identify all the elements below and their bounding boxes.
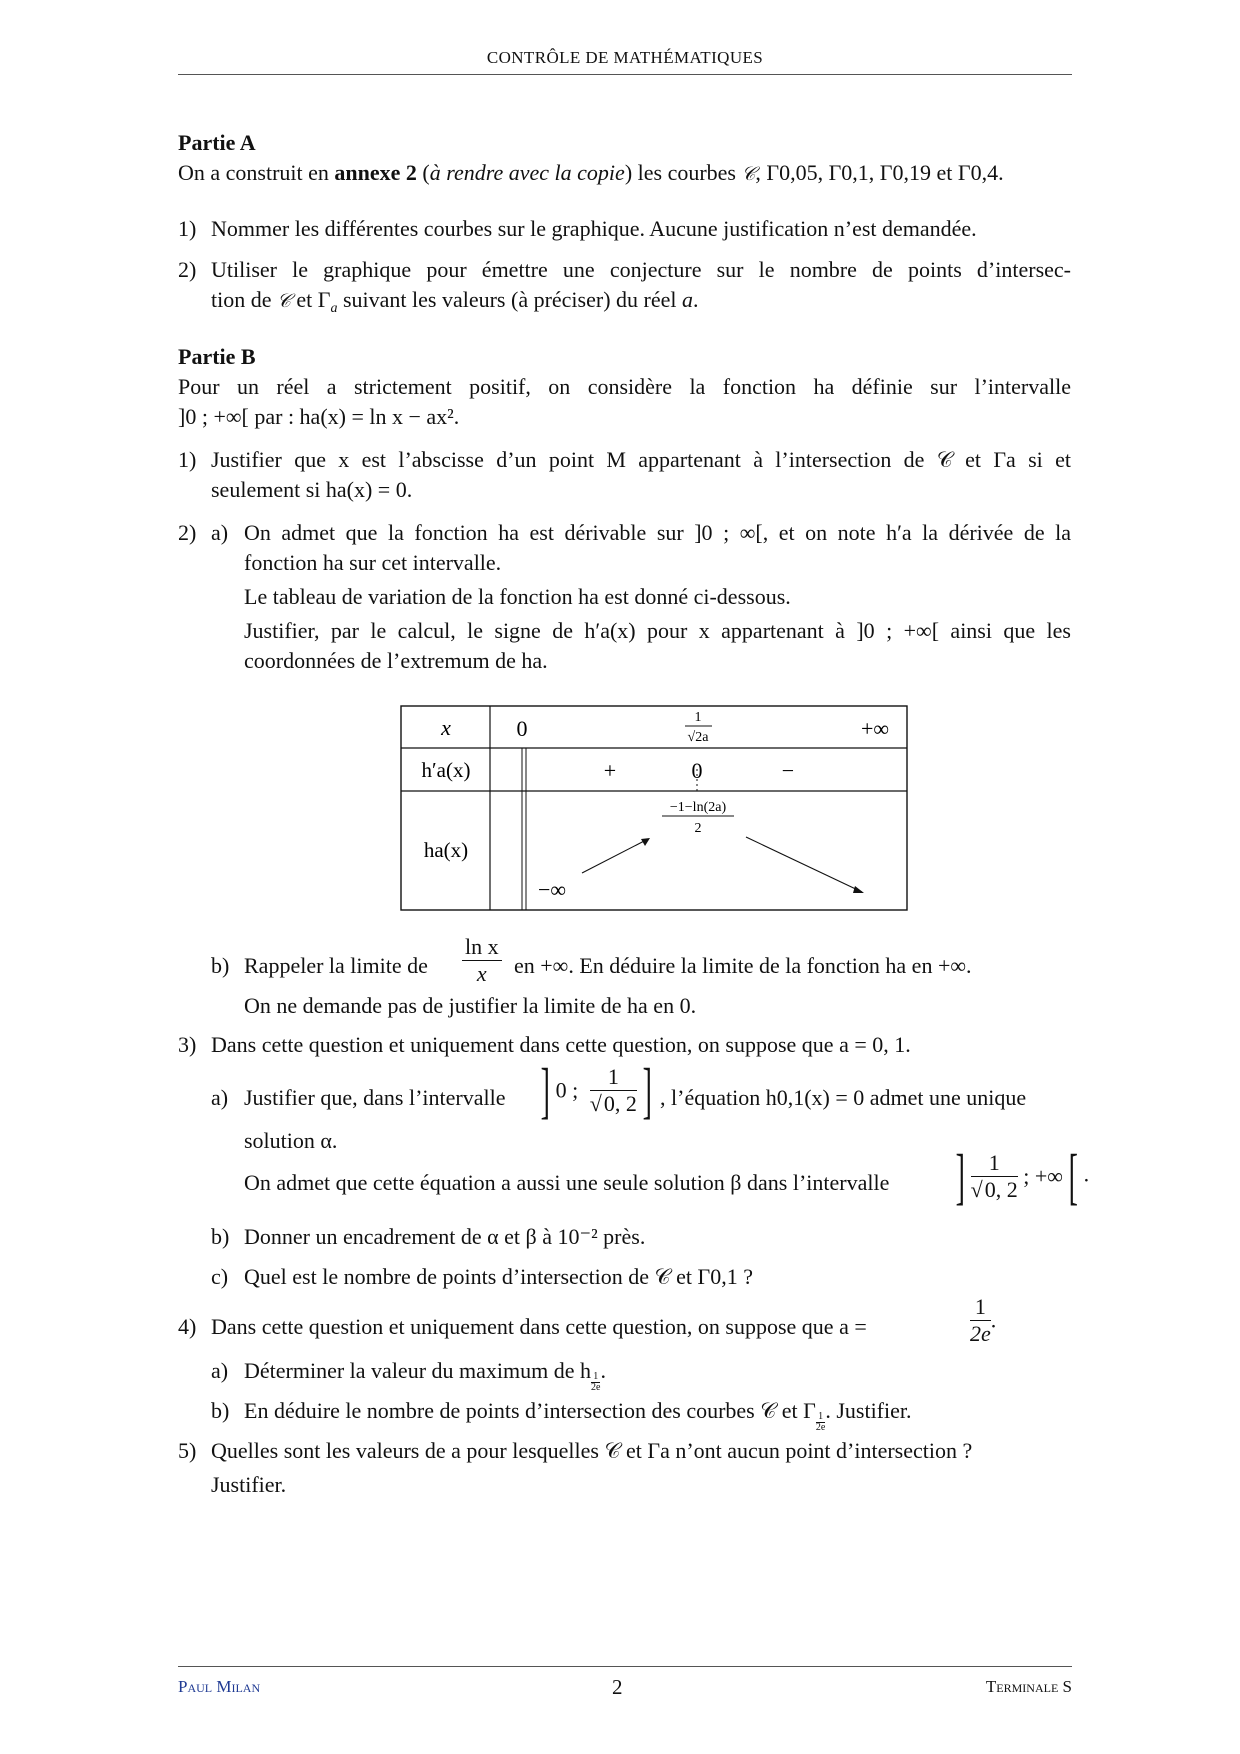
sign-minus: − (781, 758, 795, 783)
part-b-q1-num: 1) (178, 447, 197, 472)
part-b-q1-line2: seulement si ha(x) = 0. (211, 477, 413, 502)
decreasing-arrow (746, 837, 862, 892)
ln-x-over-x (462, 934, 502, 987)
part-b-q4b: En déduire le nombre de points d’intersection des courbes 𝒞 et Γ $\frac{1}{2e}$ . Justifier. (244, 1398, 912, 1433)
x-mid-denominator: √2a (687, 730, 709, 745)
part-b-q2b-label: b) (211, 953, 230, 978)
part-b-intro-line1: Pour un réel a strictement positif, on considère la fonction ha définie sur l’intervalle (178, 374, 1071, 399)
part-b-q3a-text-a: Justifier que, dans l’intervalle (244, 1085, 506, 1110)
decreasing-arrowhead (853, 886, 864, 893)
page-number: 2 (612, 1675, 623, 1699)
close-bracket: ] (642, 1056, 652, 1125)
part-a-q1-num: 1) (178, 216, 197, 241)
part-b-heading: Partie B (178, 344, 256, 369)
max-value-numerator: −1−ln(2a) (669, 800, 727, 815)
header-rule (178, 74, 1072, 75)
ln-x-denominator: x (476, 961, 487, 986)
part-b-q2a-line3: Le tableau de variation de la fonction ha est donné ci-dessous. (244, 584, 791, 609)
subscript-1-over-2e: $\frac{1}{2e}$ (591, 1371, 601, 1393)
left-limit: −∞ (537, 877, 567, 902)
part-b-q3c: Quel est le nombre de points d’intersection de 𝒞 et Γ0,1 ? (244, 1264, 753, 1289)
part-a-q2-num: 2) (178, 257, 197, 282)
part-b-q3a-line2: solution α. (244, 1128, 338, 1153)
part-a-q2-line1: Utiliser le graphique pour émettre une conjecture sur le nombre de points d’intersec- (211, 257, 1071, 282)
footer-rule (178, 1666, 1072, 1667)
x-mid-numerator: 1 (694, 710, 702, 725)
part-b-q4-num: 4) (178, 1314, 197, 1339)
part-b-intro-line2: ]0 ; +∞[ par : ha(x) = ln x − ax². (178, 404, 460, 429)
x-start: 0 (516, 716, 528, 741)
interval-open-1: ] 0 ; $\frac{1}{√0, 2}$ ] (540, 1056, 652, 1125)
part-b-q2a-line2: fonction ha sur cet intervalle. (244, 550, 502, 575)
part-a-q2-line2: tion de 𝒞 et $\Gamma_a$ suivant les valeurs (à préciser) du réel a. (211, 287, 699, 316)
part-b-q2a-line4: Justifier, par le calcul, le signe de h′a(x) pour x appartenant à ]0 ; +∞[ ainsi que les (244, 618, 1071, 643)
sign-zero: 0 (691, 758, 703, 783)
part-b-q3-num: 3) (178, 1032, 197, 1057)
part-b-q3b: Donner un encadrement de α et β à 10⁻² près. (244, 1224, 646, 1249)
part-b-q3: Dans cette question et uniquement dans cette question, on suppose que a = 0, 1. (211, 1032, 911, 1057)
subscript-1-over-2e-gamma: $\frac{1}{2e}$ (815, 1411, 826, 1433)
part-a-heading: Partie A (178, 130, 256, 155)
part-b-q3a-text-b: , l’équation h0,1(x) = 0 admet une unique (660, 1085, 1027, 1110)
part-b-q2a-label: a) (211, 520, 229, 545)
derivative-label: h′a(x) (421, 758, 471, 782)
x-end: +∞ (860, 716, 890, 741)
part-b-q2b-line2: On ne demande pas de justifier la limite de ha en 0. (244, 993, 697, 1018)
part-b-q2a-line1: On admet que la fonction ha est dérivable sur ]0 ; ∞[, et on note h′a la dérivée de la (244, 520, 1071, 545)
part-b-q2a-line5: coordonnées de l’extremum de ha. (244, 648, 548, 673)
part-b-q2b-text-b: en +∞. En déduire la limite de la fonction ha en +∞. (514, 953, 972, 978)
part-b-q4a-label: a) (211, 1358, 229, 1383)
variation-table (400, 705, 910, 915)
footer-class: Terminale S (985, 1677, 1072, 1696)
part-b-q4: Dans cette question et uniquement dans cette question, on suppose que a = (211, 1314, 867, 1339)
curves-list: Γ0,05, Γ0,1, Γ0,19 et Γ0,4. (766, 160, 1004, 185)
part-b-q4b-label: b) (211, 1398, 230, 1423)
part-b-q5-line2: Justifier. (211, 1472, 287, 1497)
ln-x-numerator: ln x (462, 934, 502, 961)
part-b-q2b-text-a: Rappeler la limite de (244, 953, 428, 978)
open-bracket: ] (540, 1056, 550, 1125)
part-b-q1-line1: Justifier que x est l’abscisse d’un point M appartenant à l’intersection de 𝒞 et Γa si et (211, 447, 1071, 472)
part-b-q3a-label: a) (211, 1085, 229, 1110)
footer-author: Paul Milan (178, 1677, 261, 1696)
max-value-denominator: 2 (694, 821, 702, 836)
part-a-q1: Nommer les différentes courbes sur le graphique. Aucune justification n’est demandée. (211, 216, 977, 241)
interval-open-2: ] $\frac{1}{√0, 2}$ ; +∞[ . (955, 1142, 1090, 1211)
a-equals-fraction: $\frac{1}{2e}$ . (970, 1294, 997, 1346)
table-border (401, 706, 907, 910)
increasing-arrow (582, 839, 648, 873)
part-b-q5: Quelles sont les valeurs de a pour lesquelles 𝒞 et Γa n’ont aucun point d’intersection ? (211, 1438, 973, 1463)
part-b-q3a-line3: On admet que cette équation a aussi une seule solution β dans l’intervalle (244, 1170, 890, 1195)
page-header-title: CONTRÔLE DE MATHÉMATIQUES (486, 48, 764, 67)
part-b-q4a: Déterminer la valeur du maximum de h $\frac{1}{2e}$ . (244, 1358, 606, 1393)
part-b-q2-num: 2) (178, 520, 197, 545)
function-label: ha(x) (423, 838, 469, 862)
sign-plus: + (603, 758, 617, 783)
part-b-q3b-label: b) (211, 1224, 230, 1249)
part-b-q3c-label: c) (211, 1264, 229, 1289)
x-label: x (441, 715, 451, 740)
part-a-intro: On a construit en annexe 2 (à rendre avec la copie) les courbes 𝒞, Γ0,05, Γ0,1, Γ0,19 et Γ0,4. (178, 160, 1004, 185)
part-b-q5-num: 5) (178, 1438, 197, 1463)
